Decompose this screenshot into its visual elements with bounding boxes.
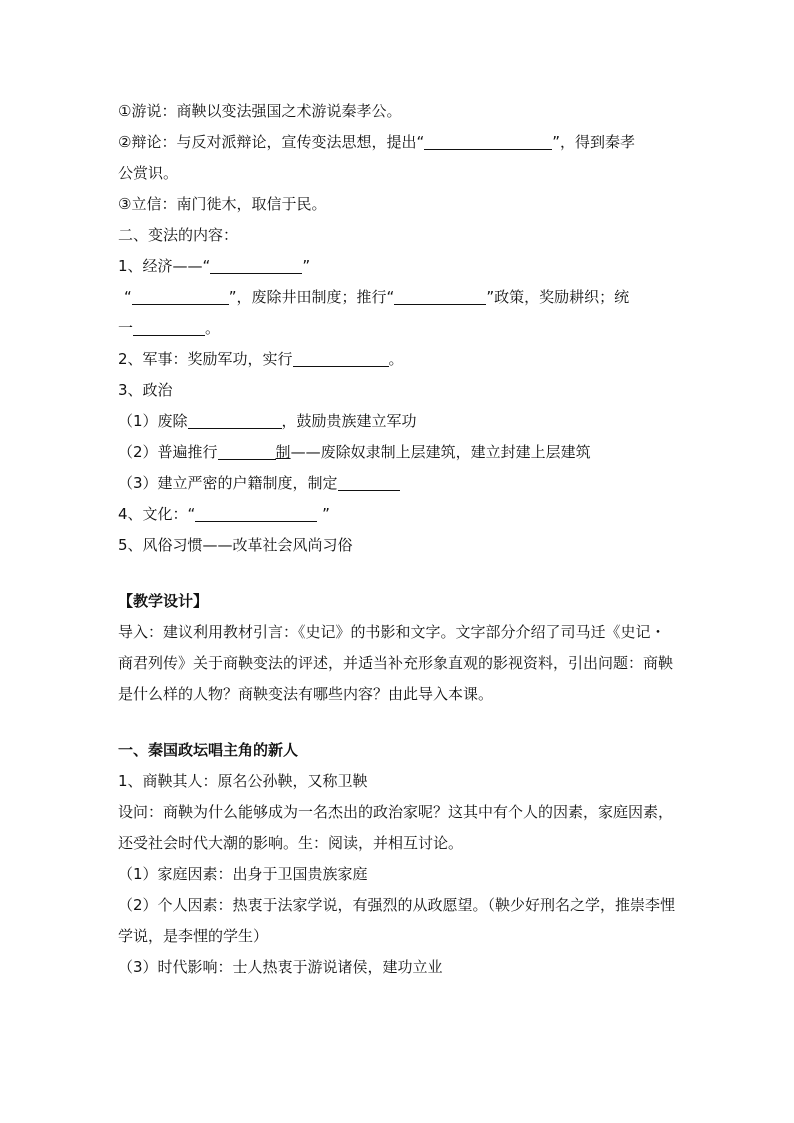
text-line: （2）普遍推行 制——废除奴隶制上层建筑，建立封建上层建筑: [118, 443, 591, 461]
text-line: 1、经济——“ ”: [118, 257, 311, 275]
text-line: 4、文化：“ ”: [118, 505, 330, 523]
text-line: （3）时代影响：士人热衷于游说诸侯，建功立业: [118, 958, 443, 976]
fill-blank[interactable]: [195, 505, 317, 522]
text-line: 一 。: [118, 319, 221, 337]
fill-blank[interactable]: [218, 443, 276, 460]
spacer: [118, 561, 678, 586]
section-heading: 【教学设计】: [118, 592, 209, 610]
text-line: 2、军事：奖励军功，实行 。: [118, 350, 404, 368]
spacer: [118, 710, 678, 735]
text-line: “ ”，废除井田制度；推行“ ”政策，奖励耕织；统: [124, 288, 630, 306]
text-line: ②辩论：与反对派辩论，宣传变法思想，提出“ ”，得到秦孝: [118, 133, 636, 151]
section-heading: 一、秦国政坛唱主角的新人: [118, 741, 299, 759]
text-line: 1、商鞅其人：原名公孙鞅，又称卫鞅: [118, 772, 368, 790]
section-heading: 二、变法的内容：: [118, 226, 239, 244]
fill-blank[interactable]: [293, 350, 389, 367]
text-line: （1）废除 ，鼓励贵族建立军功: [118, 412, 417, 430]
text-line: 3、政治: [118, 381, 173, 399]
text-line: （1）家庭因素：出身于卫国贵族家庭: [118, 865, 368, 883]
text-paragraph: 设问：商鞅为什么能够成为一名杰出的政治家呢？这其中有个人的因素，家庭因素，还受社会时代大潮的影响。生：阅读，并相互讨论。: [118, 803, 674, 852]
fill-blank[interactable]: [132, 288, 229, 305]
fill-blank[interactable]: [188, 412, 282, 429]
text-line: 公赏识。: [118, 164, 179, 182]
text-line: ①游说：商鞅以变法强国之术游说秦孝公。: [118, 102, 402, 120]
text-line: ③立信：南门徙木，取信于民。: [118, 195, 327, 213]
fill-blank[interactable]: [210, 257, 302, 274]
fill-blank[interactable]: [133, 319, 205, 336]
text-line: 5、风俗习惯——改革社会风尚习俗: [118, 536, 353, 554]
document-page: [118, 96, 678, 983]
fill-blank[interactable]: [424, 133, 552, 150]
text-line: （3）建立严密的户籍制度，制定: [118, 468, 678, 499]
fill-blank[interactable]: [338, 474, 400, 491]
text-paragraph: （2）个人因素：热衷于法家学说，有强烈的从政愿望。（鞅少好刑名之学，推崇李悝学说，是李悝的学生）: [118, 896, 676, 945]
intro-paragraph: 导入：建议利用教材引言：《史记》的书影和文字。文字部分介绍了司马迁《史记・商君列传》关于商鞅变法的评述，并适当补充形象直观的影视资料，引出问题：商鞅是什么样的人物？商鞅变法有哪些内容？由此导入本课。: [118, 623, 674, 703]
fill-blank[interactable]: [394, 288, 486, 305]
